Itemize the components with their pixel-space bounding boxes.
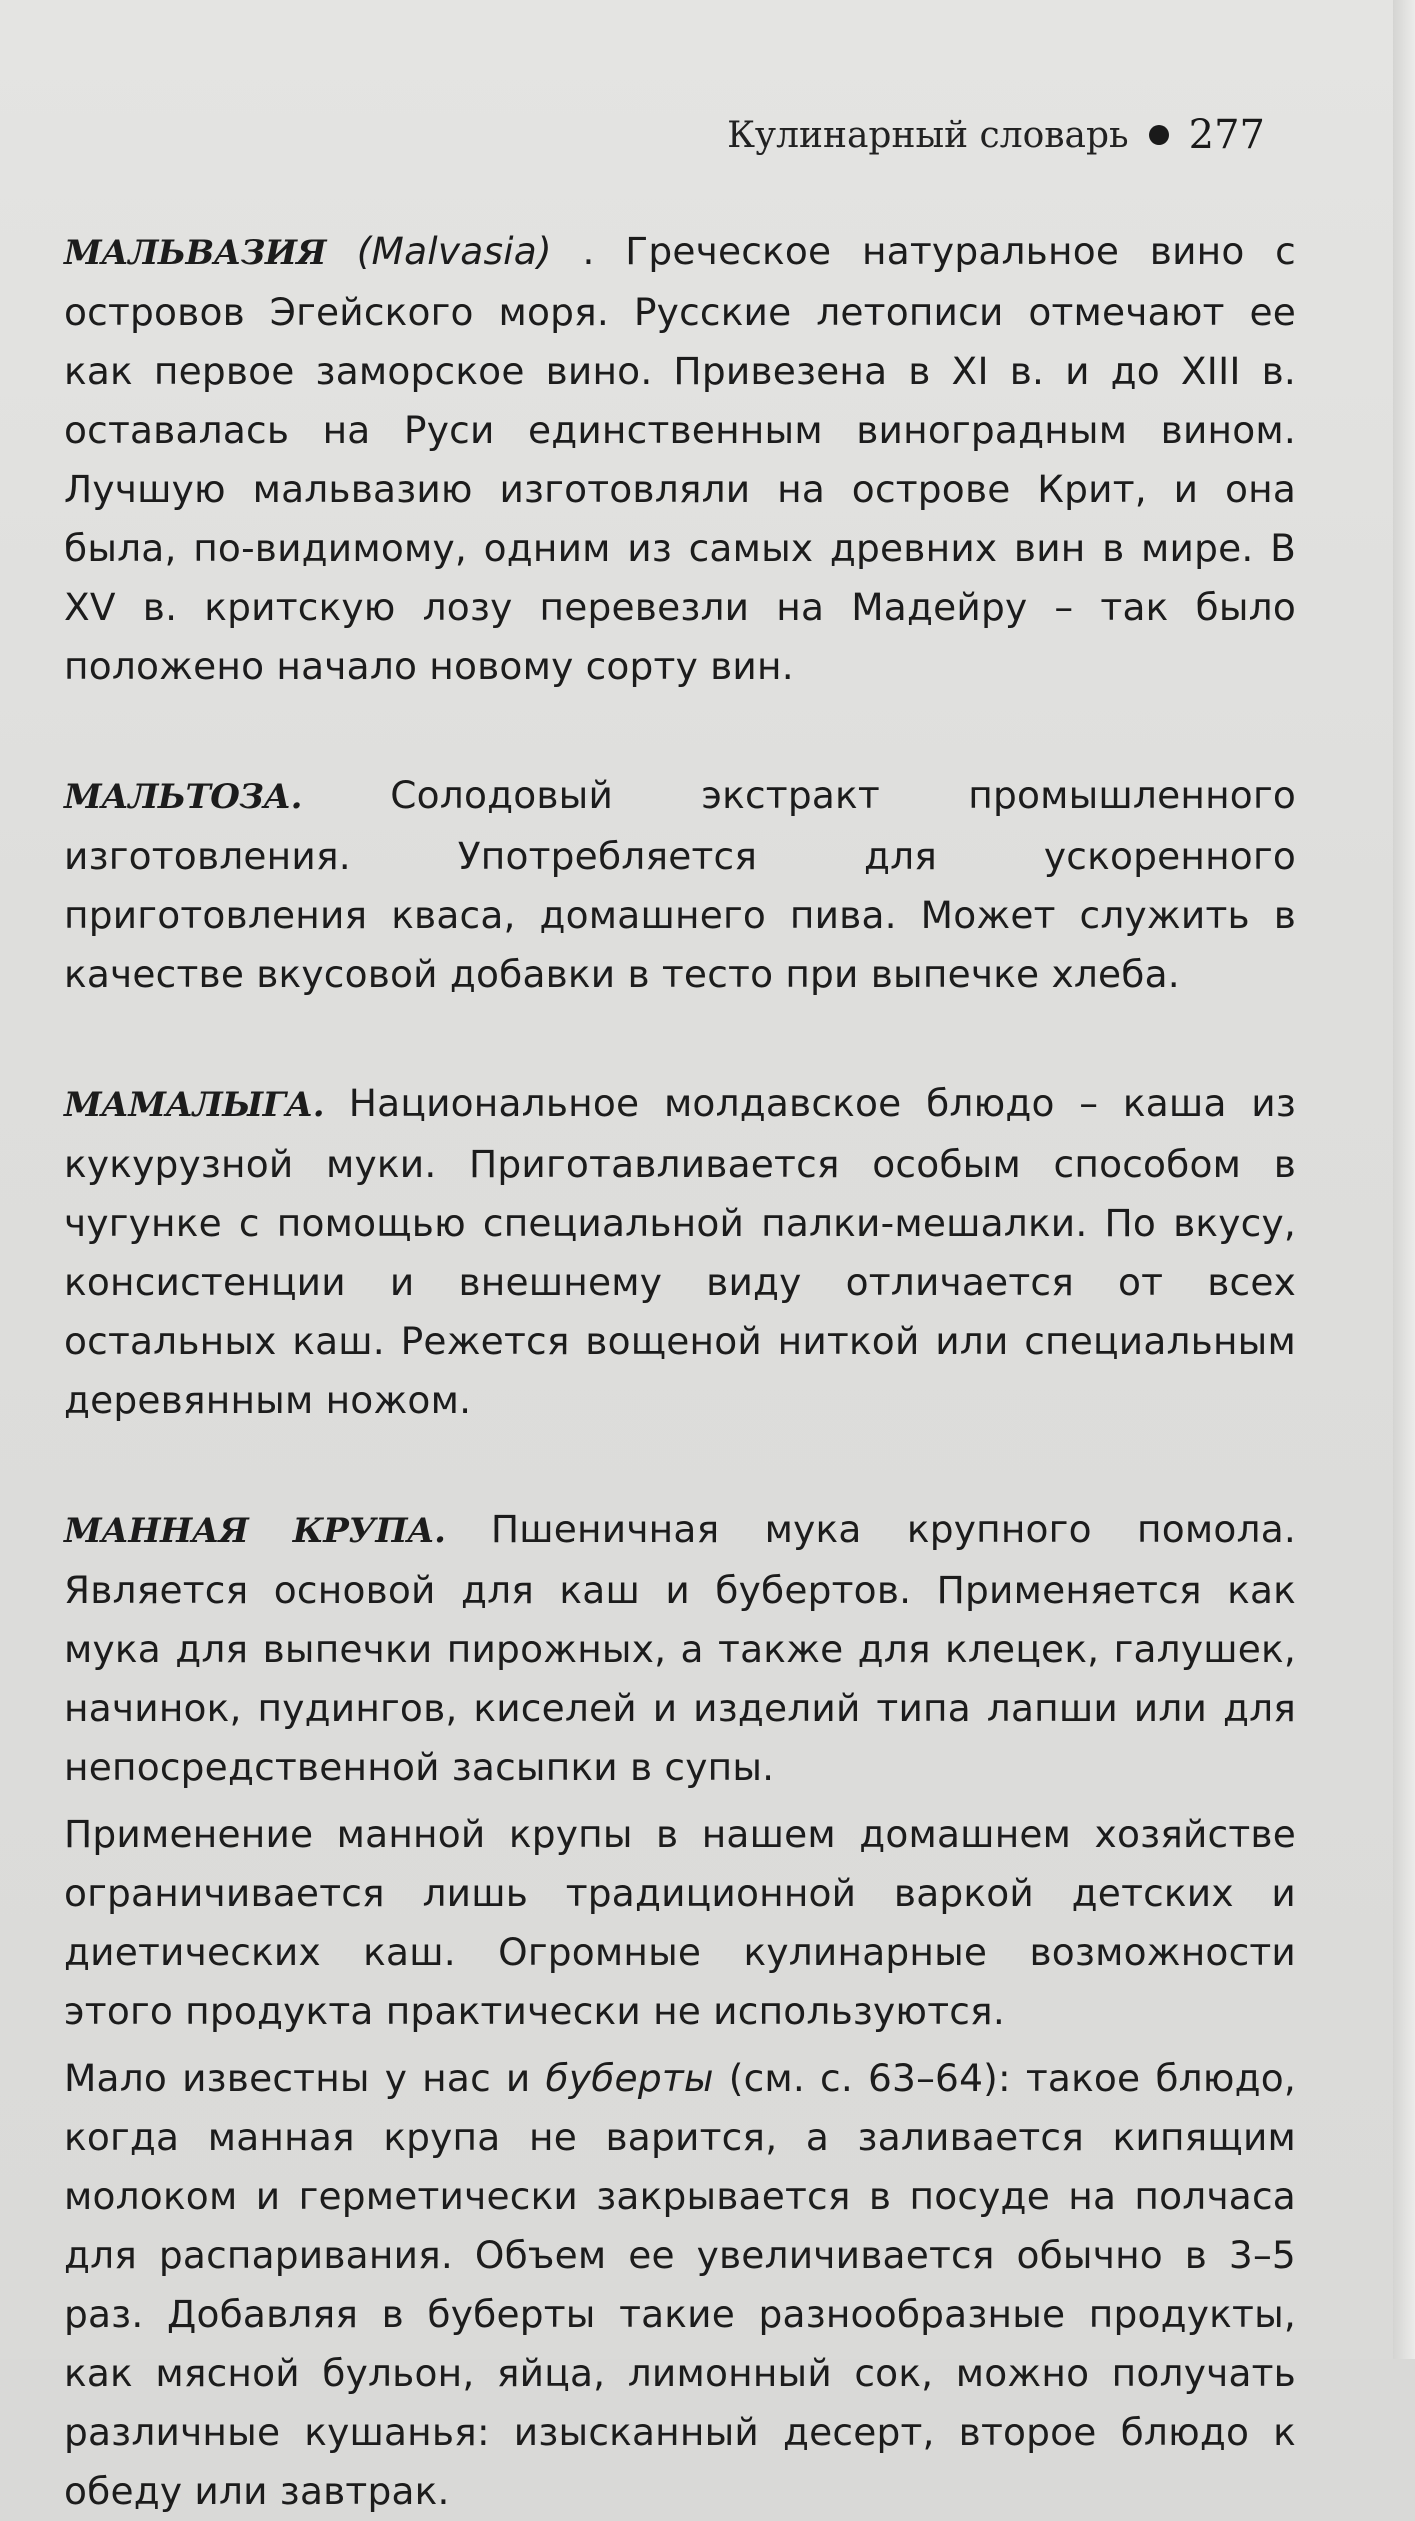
entry-text: (см. с. 63–64): такое блюдо, когда манная крупа не варится, а заливается кипящим молоком и герметически закрывается в посуде на полчаса для распаривания. Объем ее увеличивается обычно в 3–5 раз. Добавляя в буберты такие разнообразные продукты, как мясной бульон, яйца, лимонный сок, можно получать различные кушанья: изысканный десерт, второе блюдо к обеду или завтрак.: [64, 2056, 1297, 2513]
entry-text: Солодовый экстракт промышленного изготовления. Употребляется для ускоренного приготовления кваса, домашнего пива. Может служить в качестве вкусовой добавки в тесто при выпечке хлеба.: [64, 773, 1296, 996]
entry-paragraph: [64, 766, 1296, 1004]
entry-mannaya-krupa: [64, 1500, 1296, 2521]
running-head: [727, 112, 1265, 158]
entry-term: МАННАЯ КРУПА.: [64, 1511, 446, 1551]
entry-text: Мало известны у нас и: [64, 2056, 531, 2100]
page-edge-shadow: [1393, 0, 1415, 2359]
entry-paragraph: [64, 1805, 1296, 2041]
entry-paragraph: [64, 2049, 1296, 2521]
entry-term: МАЛЬТОЗА.: [64, 777, 302, 817]
entry-italic-word: буберты: [545, 2056, 714, 2100]
entry-term: МАМАЛЫГА.: [64, 1085, 325, 1125]
entry-latin-name: (Malvasia): [356, 229, 552, 273]
entry-paragraph: [64, 1074, 1296, 1430]
entry-paragraph: [64, 222, 1296, 696]
entry-text: Национальное молдавское блюдо – каша из кукурузной муки. Приготавливается особым способом в чугунке с помощью специальной палки-мешалки. По вкусу, консистенции и внешнему виду отличается от всех остальных каш. Режется вощеной ниткой или специальным деревянным ножом.: [64, 1081, 1297, 1422]
entry-malvasia: [64, 222, 1296, 696]
entry-term: МАЛЬВАЗИЯ: [64, 233, 327, 273]
entry-paragraph: [64, 1500, 1296, 1797]
entry-maltoza: [64, 766, 1296, 1004]
dictionary-content: [64, 222, 1296, 2521]
page-number: 277: [1188, 112, 1265, 158]
entry-text: . Греческое натуральное вино с островов Эгейского моря. Русские летописи отмечают ее как первое заморское вино. Привезена в XI в. и до XIII в. оставалась на Руси единственным виноградным вином. Лучшую мальвазию изготовляли на острове Крит, и она была, по-видимому, одним из самых древних вин в мире. В XV в. критскую лозу перевезли на Мадейру – так было положено начало новому сорту вин.: [64, 229, 1296, 688]
entry-text: Применение манной крупы в нашем домашнем хозяйстве ограничивается лишь традиционной варкой детских и диетических каш. Огромные кулинарные возможности этого продукта практически не используются.: [64, 1812, 1296, 2033]
entry-text: Пшеничная мука крупного помола. Является основой для каш и бубертов. Применяется как мука для выпечки пирожных, а также для клецек, галушек, начинок, пудингов, киселей и изделий типа лапши или для непосредственной засыпки в супы.: [64, 1507, 1297, 1789]
running-title: Кулинарный словарь: [727, 114, 1129, 156]
bullet-dot-icon: [1149, 125, 1169, 145]
entry-mamalyga: [64, 1074, 1296, 1430]
